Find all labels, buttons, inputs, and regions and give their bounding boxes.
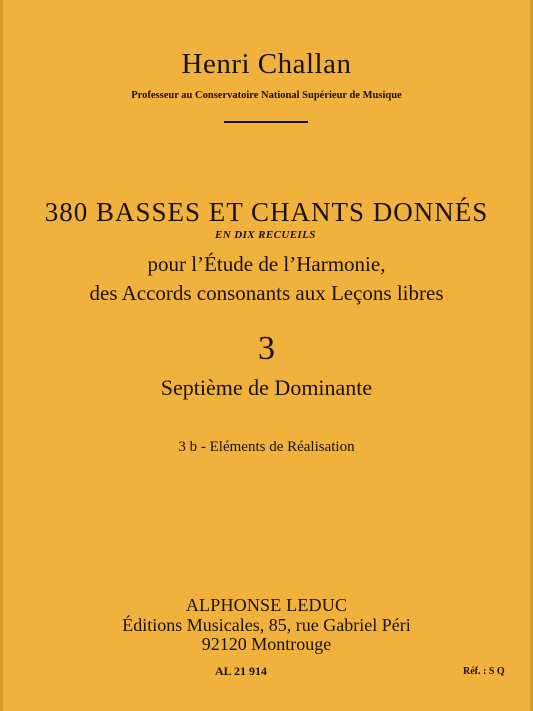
collection-note: EN DIX RECUEILS bbox=[215, 229, 316, 241]
title-text: BASSES ET CHANTS DONNÉS bbox=[95, 197, 489, 227]
part-title: 3 b - Eléments de Réalisation bbox=[178, 439, 355, 455]
author-affiliation: Professeur au Conservatoire National Supérieur de Musique bbox=[131, 90, 402, 101]
volume-title: Septième de Dominante bbox=[160, 375, 373, 400]
publisher-city: 92120 Montrouge bbox=[201, 634, 332, 654]
subtitle-line-2: des Accords consonants aux Leçons libres bbox=[89, 281, 444, 305]
subtitle-line-1: pour l’Étude de l’Harmonie, bbox=[147, 252, 386, 276]
volume-number: 3 bbox=[258, 330, 275, 367]
publisher-name: ALPHONSE LEDUC bbox=[185, 595, 348, 615]
divider-rule bbox=[224, 121, 308, 123]
author-name: Henri Challan bbox=[181, 48, 352, 80]
reference-code: Réf. : S Q bbox=[463, 666, 505, 677]
title-number: 380 bbox=[44, 197, 89, 227]
catalog-number: AL 21 914 bbox=[215, 664, 268, 678]
main-title bbox=[0, 197, 533, 228]
publisher-address: Éditions Musicales, 85, rue Gabriel Péri bbox=[122, 615, 411, 635]
